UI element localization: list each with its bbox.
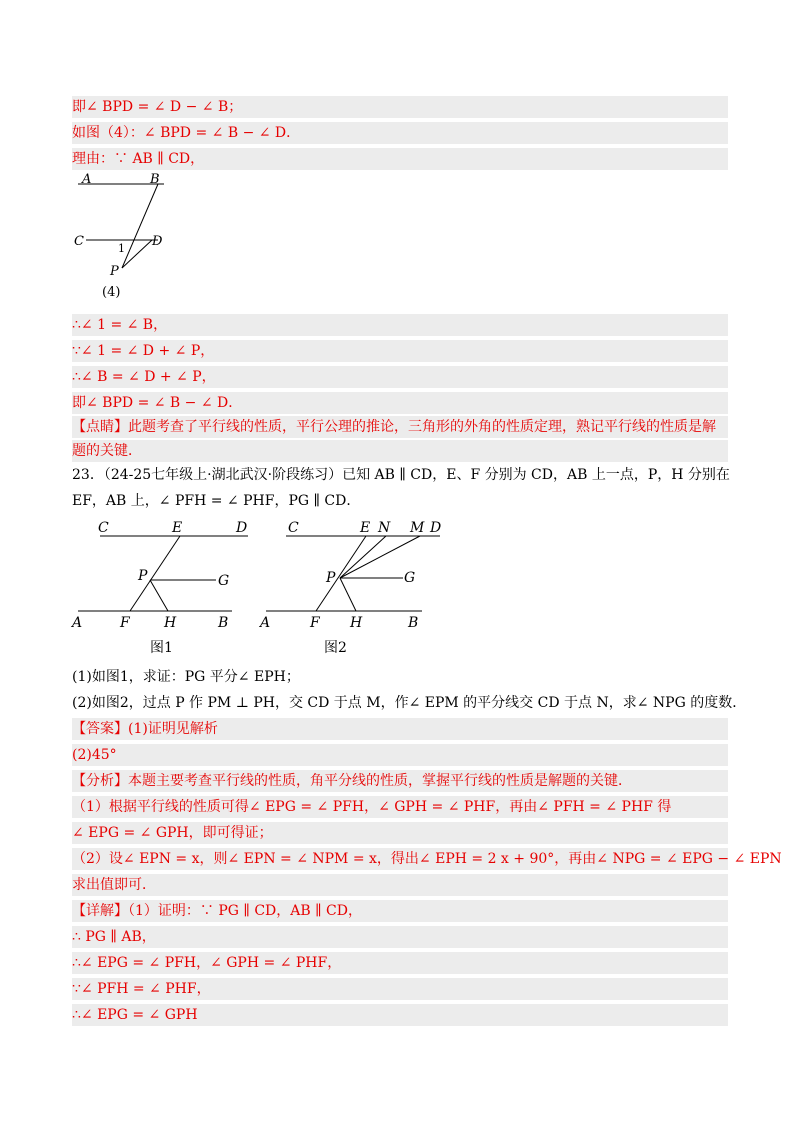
fig4-label: A — [82, 172, 92, 187]
detail-text: ∴∠ EPG = ∠ PFH，∠ GPH = ∠ PHF， — [72, 952, 728, 974]
dianjing — [72, 416, 728, 438]
question-2: (2)如图2，过点 P 作 PM ⊥ PH，交 CD 于点 M，作∠ EPM 的平分线交 CD 于点 N，求∠ NPG 的度数． — [72, 695, 747, 711]
detail-text: （1）证明：∵ PG ∥ CD，AB ∥ CD， — [128, 903, 362, 919]
answer-tag: 【答案】 — [72, 721, 128, 737]
dianjing-text: 题的关键． — [72, 440, 728, 462]
fig1-label: P — [138, 568, 148, 584]
analysis-text: 本题主要考查平行线的性质，角平分线的性质，掌握平行线的性质是解题的关键． — [128, 773, 632, 789]
fig2-label: M — [410, 520, 425, 536]
fig2-label: C — [288, 520, 299, 536]
fig4-caption: (4) — [102, 285, 121, 300]
problem-stem: 23．（24-25七年级上·湖北武汉·阶段练习）已知 AB ∥ CD，E、F 分别为 CD，AB 上一点，P，H 分别在 — [72, 467, 730, 483]
answer-line — [72, 718, 728, 740]
fig2-label: N — [378, 520, 391, 536]
fig1-label: H — [164, 615, 177, 631]
fig2-label: H — [350, 615, 363, 631]
fig1-label: G — [218, 573, 230, 589]
fig1-label: D — [236, 520, 248, 536]
detail-text: ∵∠ PFH = ∠ PHF， — [72, 978, 728, 1000]
text-line: ∵∠ 1 = ∠ D + ∠ P， — [72, 340, 728, 362]
fig2-label: P — [326, 570, 336, 586]
fig4-label: 1 — [118, 242, 125, 255]
analysis-text: ∠ EPG = ∠ GPH，即可得证； — [72, 822, 728, 844]
figure-2 — [258, 514, 448, 660]
analysis-text: （1）根据平行线的性质可得∠ EPG = ∠ PFH，∠ GPH = ∠ PHF，再由∠ PFH = ∠ PHF 得 — [72, 796, 728, 818]
fig2-label: G — [404, 570, 416, 586]
text-line: 如图（4）：∠ BPD = ∠ B − ∠ D． — [72, 122, 728, 144]
text-line: 理由：∵ AB ∥ CD， — [72, 148, 728, 170]
fig2-label: E — [360, 520, 371, 536]
fig2-label: D — [430, 520, 442, 536]
fig4-label: B — [150, 172, 160, 187]
fig2-label: F — [310, 615, 320, 631]
fig2-caption: 图2 — [324, 640, 347, 656]
text-line: 即∠ BPD = ∠ D − ∠ B； — [72, 96, 728, 118]
fig1-label: F — [120, 615, 130, 631]
figure-1 — [68, 514, 248, 660]
fig1-label: B — [218, 615, 229, 631]
dianjing-text: 此题考查了平行线的性质，平行公理的推论，三角形的外角的性质定理，熟记平行线的性质是解 — [128, 419, 716, 435]
analysis-line — [72, 770, 728, 792]
fig1-label: A — [72, 615, 83, 631]
fig4-label: P — [110, 264, 119, 279]
text-line: ∴∠ 1 = ∠ B， — [72, 314, 728, 336]
fig4-label: C — [74, 234, 84, 249]
detail-text: ∴∠ EPG = ∠ GPH — [72, 1004, 728, 1026]
answer-1: (1)证明见解析 — [128, 721, 218, 737]
fig4-label: D — [152, 234, 163, 249]
text-line: ∴∠ B = ∠ D + ∠ P， — [72, 366, 728, 388]
fig2-label: A — [260, 615, 271, 631]
figure-4 — [72, 172, 166, 300]
detail-tag: 【详解】 — [72, 903, 128, 919]
problem-stem: EF，AB 上，∠ PFH = ∠ PHF，PG ∥ CD． — [72, 493, 361, 509]
question-1: (1)如图1，求证：PG 平分∠ EPH； — [72, 669, 300, 685]
analysis-tag: 【分析】 — [72, 773, 128, 789]
answer-2: (2)45° — [72, 744, 728, 766]
analysis-text: （2）设∠ EPN = x，则∠ EPN = ∠ NPM = x，得出∠ EPH = 2 x + 90°，再由∠ NPG = ∠ EPG − ∠ EPN — [72, 848, 728, 870]
dianjing-tag: 【点睛】 — [72, 419, 128, 435]
fig2-label: B — [408, 615, 419, 631]
fig1-caption: 图1 — [150, 640, 173, 656]
text-line: 即∠ BPD = ∠ B − ∠ D． — [72, 392, 728, 414]
fig1-label: E — [172, 520, 183, 536]
fig1-label: C — [98, 520, 109, 536]
detail-text: ∴ PG ∥ AB， — [72, 926, 728, 948]
detail-line — [72, 900, 728, 922]
analysis-text: 求出值即可． — [72, 874, 728, 896]
